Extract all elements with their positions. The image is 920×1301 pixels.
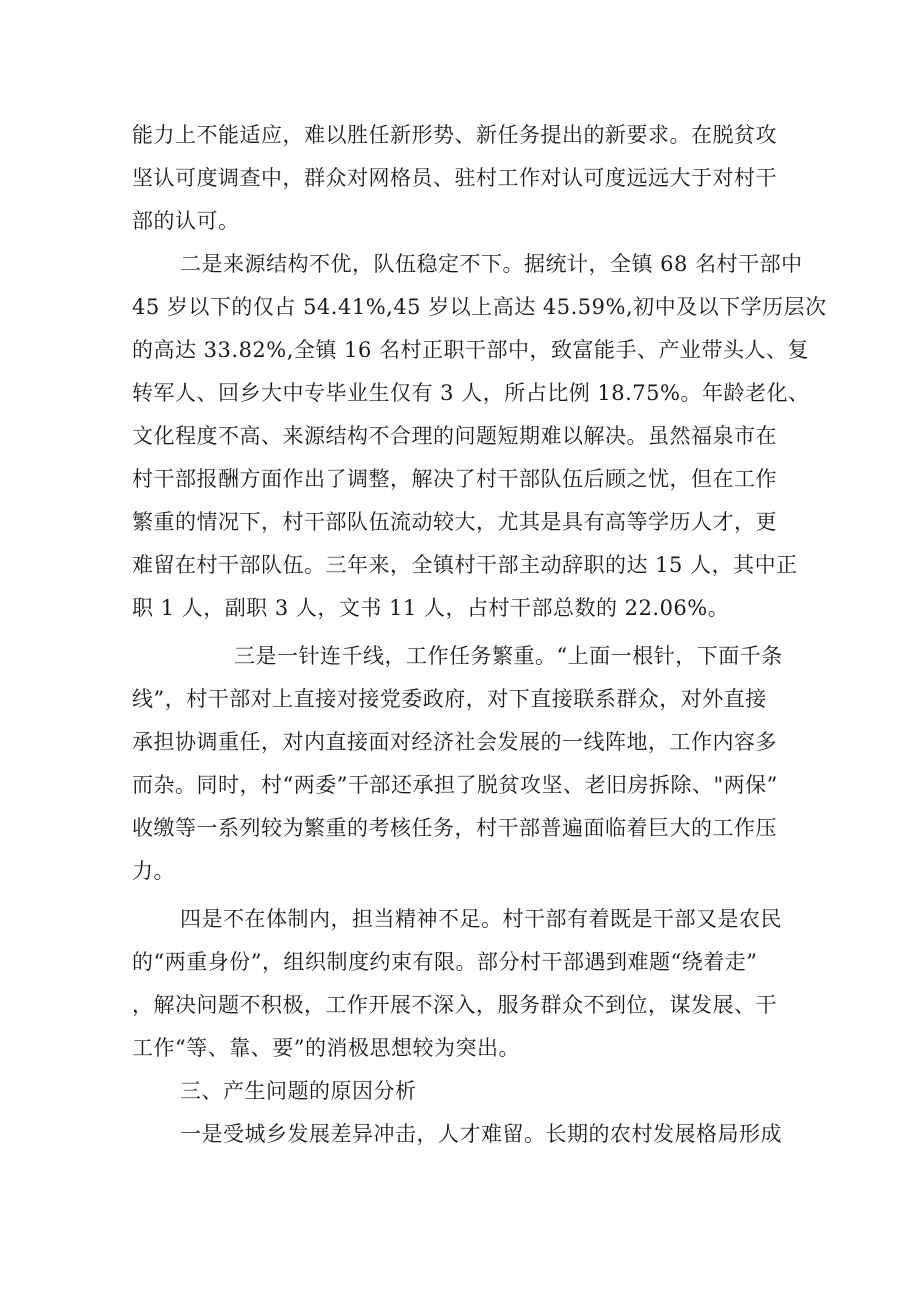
- text-line: 线”，村干部对上直接对接党委政府，对下直接联系群众，对外直接: [132, 687, 767, 711]
- section-heading: 三、产生问题的原因分析: [180, 1079, 417, 1103]
- text-line: 工作“等、靠、要”的消极思想较为突出。: [132, 1036, 520, 1060]
- text-line: 坚认可度调查中，群众对网格员、驻村工作对认可度远远大于对村干: [132, 166, 777, 190]
- text-line: 繁重的情况下，村干部队伍流动较大，尤其是具有高等学历人才，更: [132, 510, 777, 534]
- paragraph-start-line: 一是受城乡发展差异冲击，人才难留。长期的农村发展格局形成: [180, 1122, 782, 1146]
- text-line: 能力上不能适应，难以胜任新形势、新任务提出的新要求。在脱贫攻: [132, 123, 777, 147]
- text-line: 部的认可。: [132, 209, 240, 233]
- text-line: 职 1 人，副职 3 人，文书 11 人，占村干部总数的 22.06%。: [132, 596, 730, 620]
- text-line: 转军人、回乡大中专毕业生仅有 3 人，所占比例 18.75%。年龄老化、: [132, 381, 810, 405]
- text-line: 承担协调重任，对内直接面对经济社会发展的一线阵地，工作内容多: [132, 730, 777, 754]
- text-line: 的高达 33.82%,全镇 16 名村正职干部中，致富能手、产业带头人、复: [132, 338, 809, 362]
- text-line: 力。: [132, 859, 175, 883]
- paragraph-start-line: 二是来源结构不优，队伍稳定不下。据统计，全镇 68 名村干部中: [180, 252, 803, 276]
- text-line: 村干部报酬方面作出了调整，解决了村干部队伍后顾之忧，但在工作: [132, 467, 777, 491]
- text-line: 45 岁以下的仅占 54.41%,45 岁以上高达 45.59%,初中及以下学历层次: [132, 295, 827, 319]
- paragraph-start-line: 三是一针连千线，工作任务繁重。“上面一根针，下面千条: [234, 644, 783, 668]
- text-line: 的“两重身份”，组织制度约束有限。部分村干部遇到难题“绕着走”: [132, 950, 758, 974]
- text-line: 收缴等一系列较为繁重的考核任务，村干部普遍面临着巨大的工作压: [132, 816, 777, 840]
- text-line: 文化程度不高、来源结构不合理的问题短期难以解决。虽然福泉市在: [132, 424, 777, 448]
- paragraph-start-line: 四是不在体制内，担当精神不足。村干部有着既是干部又是农民: [180, 907, 782, 931]
- text-line: ，解决问题不积极，工作开展不深入，服务群众不到位，谋发展、干: [132, 993, 777, 1017]
- text-line: 而杂。同时，村“两委”干部还承担了脱贫攻坚、老旧房拆除、"两保”: [132, 773, 778, 797]
- text-line: 难留在村干部队伍。三年来，全镇村干部主动辞职的达 15 人，其中正: [132, 553, 798, 577]
